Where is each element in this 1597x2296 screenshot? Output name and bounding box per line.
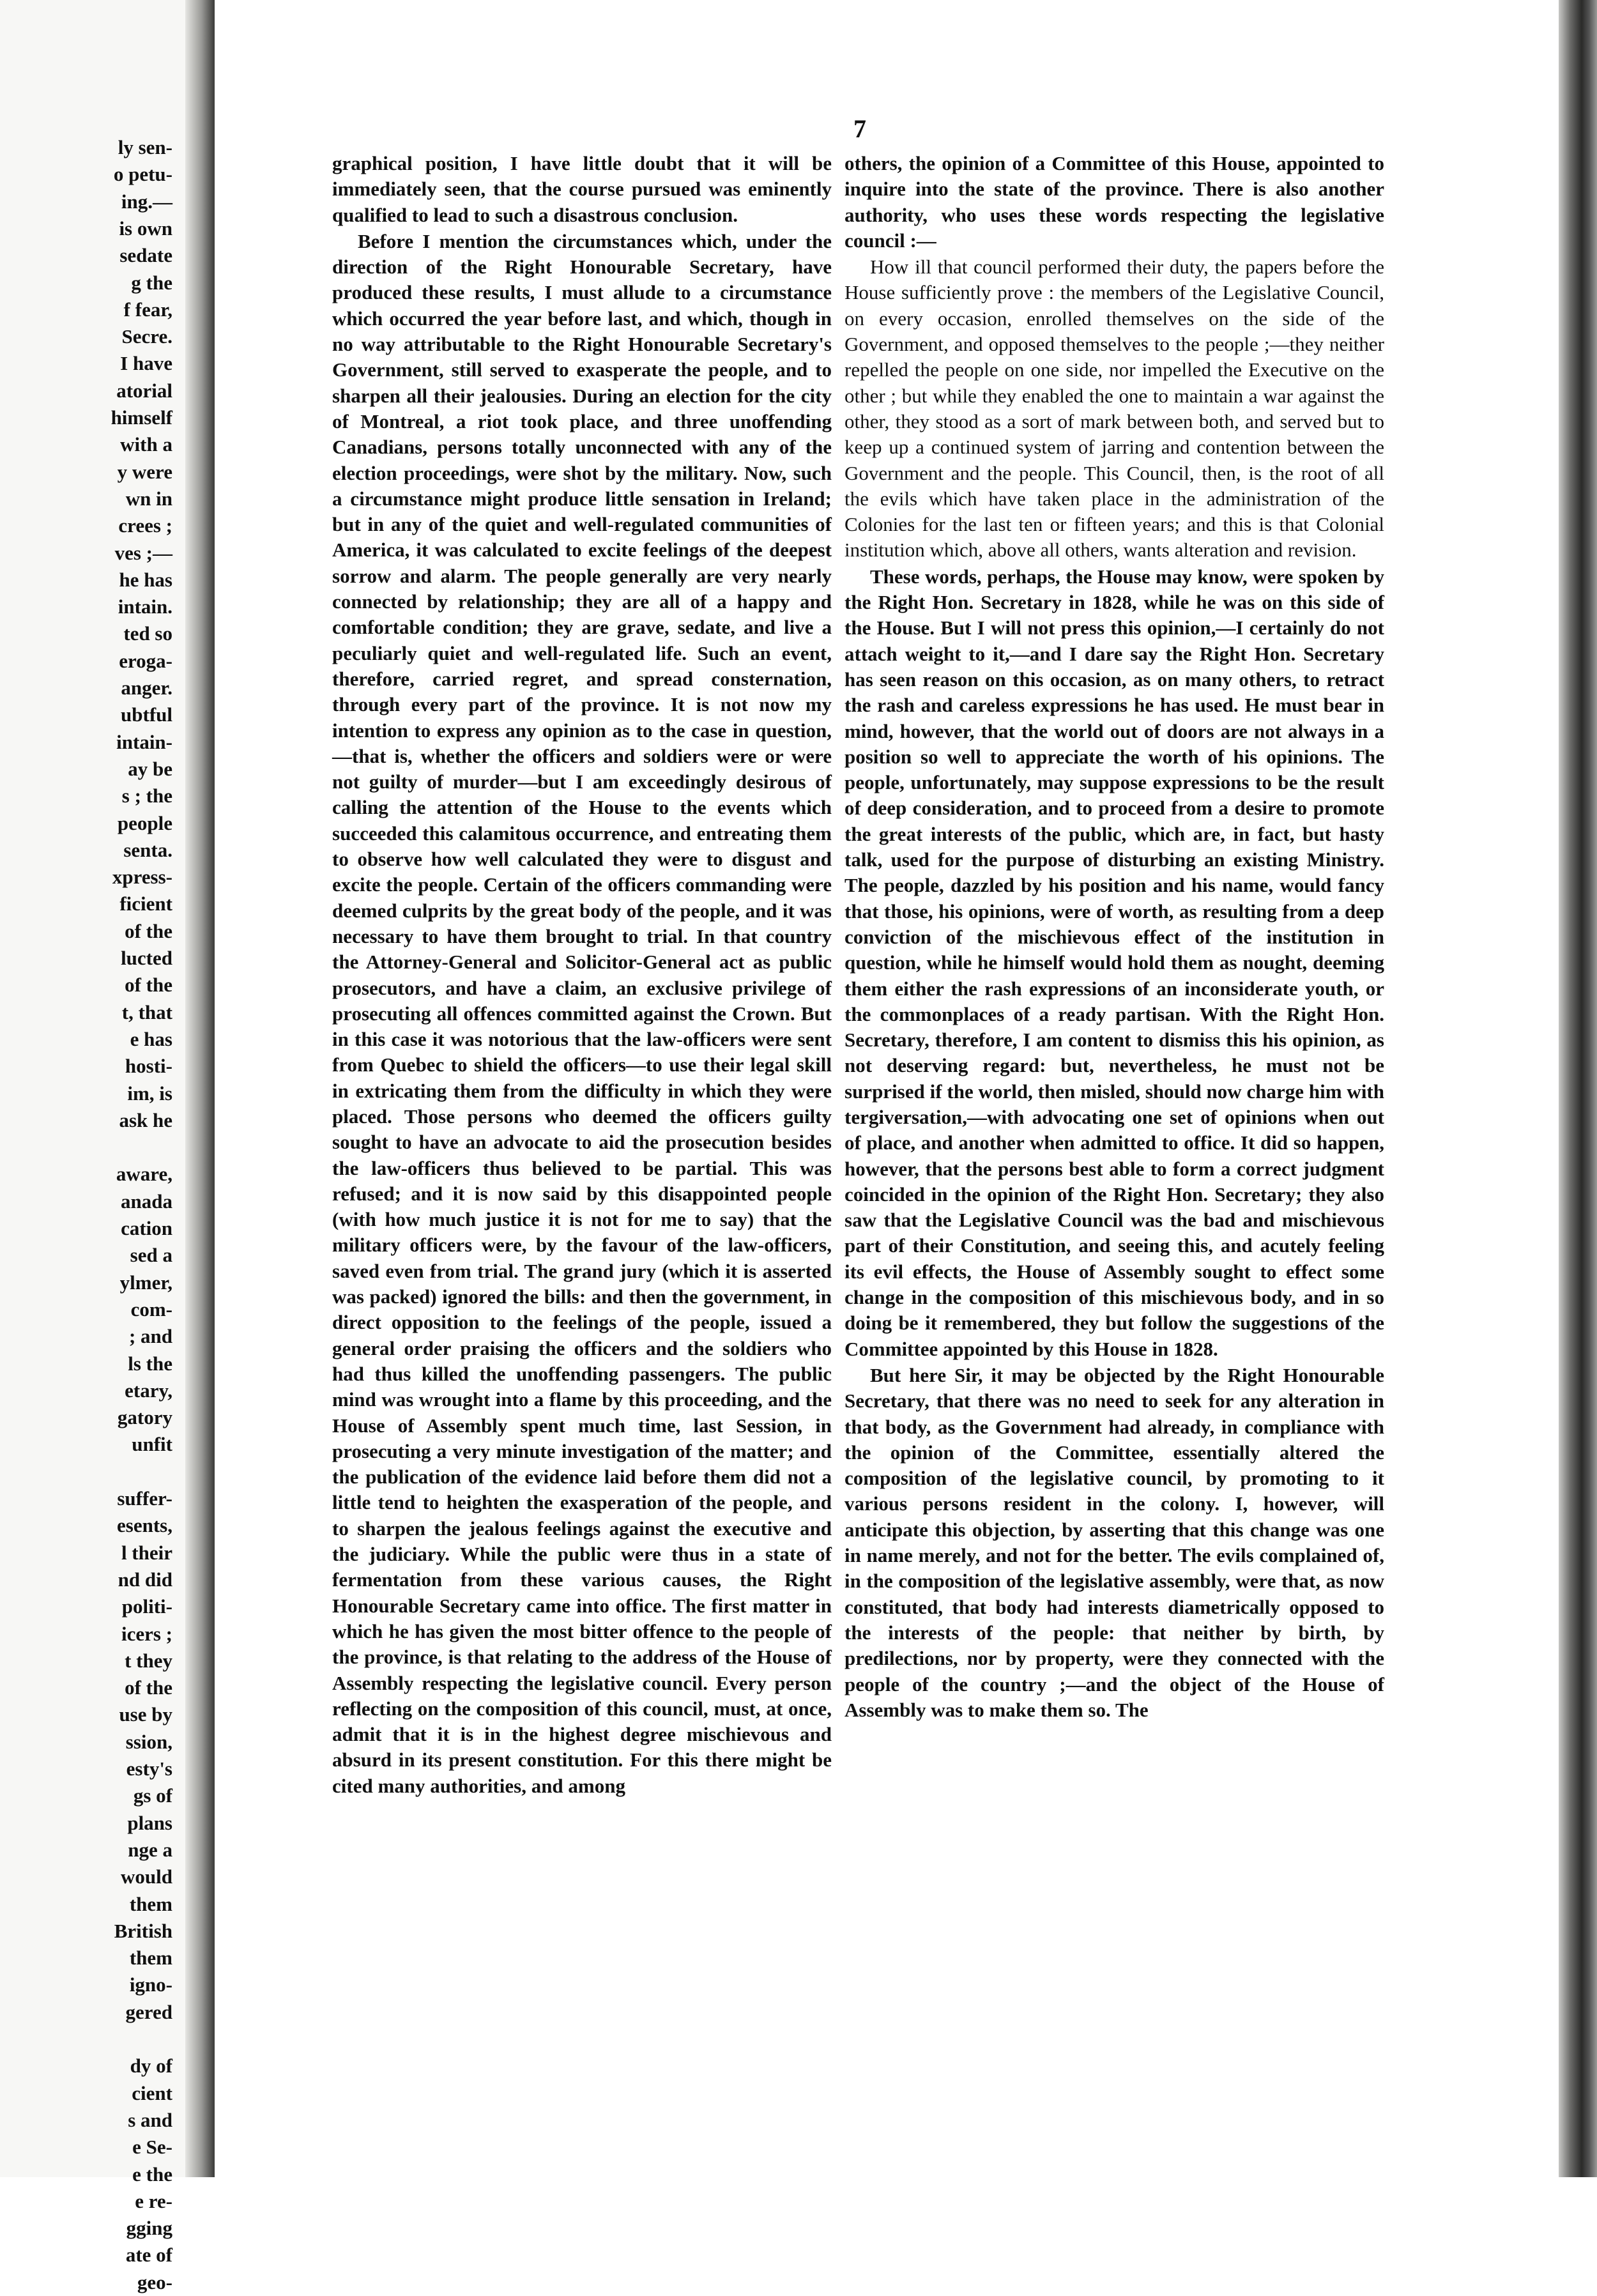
left-page-line: ing.— xyxy=(121,190,172,213)
left-page-line: use by xyxy=(119,1703,172,1726)
block-quote: How ill that council performed their duty, the papers before the House sufficiently prove : the members of the Legislative Council, on every occasion, enrolled themselves on the side of the Government, and opposed themselves to the people ;—they neither repelled the people on one side, nor impelled the Executive on the other ; but while they enabled the one to maintain a war against the other, they stood as a sort of mark between both, and served but to keep up a continued system of jarring and contention between the Government and the people. This Council, then, is the root of all the evils which have taken place in the administration of the Colonies for the last ten or fifteen years; and this is that Colonial institution which, above all others, wants alteration and revision. xyxy=(844,256,1384,562)
adjacent-page-fragment xyxy=(0,0,185,2293)
left-page-line: ficient xyxy=(119,892,172,915)
paragraph: others, the opinion of a Committee of this House, appointed to inquire into the state of the province. There is also another authority, who uses these words respecting the legislative council :— xyxy=(844,152,1384,252)
left-page-line: geo- xyxy=(137,2270,172,2293)
left-page-line: ask he xyxy=(119,1108,172,1131)
left-page-line: ubtful xyxy=(121,703,172,726)
left-page-line: t, that xyxy=(121,1000,172,1023)
book-edge xyxy=(1559,0,1597,2177)
left-page-line: would xyxy=(121,1865,172,1888)
left-page-line: e the xyxy=(132,2162,172,2185)
left-page-line: British xyxy=(114,1919,172,1942)
left-page-line: gs of xyxy=(133,1784,172,1807)
left-page-line: y were xyxy=(117,460,172,483)
book-gutter xyxy=(185,0,215,2177)
left-page-line: crees ; xyxy=(118,514,172,537)
left-page-line: igno- xyxy=(129,1973,172,1996)
left-page-line: ves ;— xyxy=(114,541,172,564)
left-page-line: gered xyxy=(125,2000,172,2023)
left-page-line: intain. xyxy=(118,595,172,618)
left-page-line: unfit xyxy=(132,1433,172,1456)
left-page-line: he has xyxy=(119,568,172,591)
left-page-line: sed a xyxy=(130,1244,172,1267)
paragraph: graphical position, I have little doubt that it will be immediately seen, that the course pursued was eminently qualified to lead to such a disastrous conclusion. xyxy=(332,152,832,226)
paragraph: But here Sir, it may be objected by the Right Honourable Secretary, that there was no need to seek for any alteration in that body, as the Government had already, in compliance with the opinion of the Committee, essentially altered the composition of the legislative council, by promoting to it various persons resident in the colony. I, however, will anticipate this objection, by asserting that this change was one in name merely, and not for the better. The evils complained of, in the composition of the legislative assembly, were that, as now constituted, that body had interests diametrically opposed to the interests of the people: that neither by birth, by predilections, nor by property, were they connected with the people of the country ;—and the object of the House of Assembly was to make them so. The xyxy=(844,1363,1384,1721)
left-page-line: im, is xyxy=(127,1082,172,1105)
left-page-line: them xyxy=(129,1947,172,1970)
left-page-line: icers ; xyxy=(121,1622,172,1645)
left-page-line: of the xyxy=(125,974,172,997)
left-page-line: wn in xyxy=(125,487,172,510)
left-page-line: of the xyxy=(125,919,172,942)
left-page-line: anada xyxy=(121,1190,172,1213)
left-page-line: nd did xyxy=(118,1568,172,1591)
left-page-line: people xyxy=(117,811,172,834)
left-page-line: f fear, xyxy=(123,298,172,321)
left-page-line: lucted xyxy=(121,947,172,969)
left-page-line: ls the xyxy=(128,1352,172,1375)
left-text-column xyxy=(332,151,832,1800)
left-page-line: aware, xyxy=(116,1163,172,1186)
left-page-line: ylmer, xyxy=(119,1271,172,1294)
left-page-line: anger. xyxy=(121,677,172,699)
left-page-line: senta. xyxy=(123,838,172,861)
left-page-line: com- xyxy=(130,1297,172,1320)
left-page-line: is own xyxy=(119,217,172,240)
left-page-line: etary, xyxy=(125,1379,172,1402)
left-page-line: s and xyxy=(128,2108,172,2131)
left-page-line: ; and xyxy=(128,1325,172,1348)
left-page-line: l their xyxy=(121,1541,172,1564)
left-page-line: of the xyxy=(125,1676,172,1699)
right-text-column xyxy=(844,151,1384,1724)
left-page-line: ted so xyxy=(123,622,172,645)
page-number: 7 xyxy=(853,114,866,143)
left-page-line: ssion, xyxy=(125,1730,172,1753)
left-page-line: e has xyxy=(130,1027,172,1050)
left-page-line: gatory xyxy=(117,1406,172,1429)
left-page-line: with a xyxy=(120,433,172,456)
left-page-line: ly sen- xyxy=(118,136,172,158)
left-page-line: ay be xyxy=(128,757,172,780)
left-page-line: g the xyxy=(131,271,172,294)
left-page-line: Secre. xyxy=(121,325,172,348)
paragraph: These words, perhaps, the House may know, were spoken by the Right Hon. Secretary in 1828, while he was on this side of the House. But I will not press this opinion,—I certainly do not attach weight to it,—and I dare say the Right Hon. Secretary has seen reason on this occasion, as on many others, to retract the rash and careless expressions he has used. He must bear in mind, however, that the world out of doors are not always in a position so well to appreciate the worth of his opinions. The people, unfortunately, may suppose expressions to be the result of deep consideration, and to proceed from a desire to promote the great interests of the public, which are, in fact, but hasty talk, used for the purpose of disturbing an existing Ministry. The people, dazzled by his position and his name, would fancy that those, his opinions, were of worth, as resulting from a deep conviction of the mischievous effect of the institution in question, while he himself would hold them as nought, deeming them either the rash expressions of an inconsiderate youth, or the commonplaces of a ready partisan. With the Right Hon. Secretary, therefore, I am content to dismiss this his opinion, as not deserving regard: but, nevertheless, he must not be surprised if the world, then misled, should now charge him with tergiversation,—with advocating one set of opinions when out of place, and another when admitted to office. It did so happen, however, that the persons best able to form a correct judgment coincided in the opinion of the Right Hon. Secretary; they also saw that the Legislative Council was the bad and mischievous part of their Constitution, and seeing this, and acutely feeling its evil effects, the House of Assembly sought to effect some change in the composition of this mischievous body, and in so doing be it remembered, they but follow the suggestions of the Committee appointed by this House in 1828. xyxy=(844,565,1384,1360)
left-page-line: politi- xyxy=(121,1595,172,1618)
left-page-line: t they xyxy=(125,1649,172,1672)
left-page-line: atorial xyxy=(116,379,172,402)
left-page-line: xpress- xyxy=(112,866,172,889)
left-page-line: cient xyxy=(132,2081,172,2104)
left-page-line: suffer- xyxy=(117,1487,172,1510)
paragraph: Before I mention the circumstances which, under the direction of the Right Honourable Secretary, have produced these results, I must allude to a circumstance which occurred the year before last, and which, though in no way attributable to the Right Honourable Secretary's Government, still served to exasperate the people, and to sharpen all their jealousies. During an election for the city of Montreal, a riot took place, and three unoffending Canadians, persons totally unconnected with any of the election proceedings, were shot by the military. Now, such a circumstance might produce little sensation in Ireland; but in any of the quiet and well-regulated communities of America, it was calculated to excite feelings of the deepest sorrow and alarm. The people generally are very nearly connected by relationship; they are all of a happy and comfortable condition; they are grave, sedate, and live a peculiarly quiet and well-regulated life. Such an event, therefore, carried regret, and spread consternation, through every part of the province. It is not now my intention to express any opinion as to the case in question,—that is, whether the officers and soldiers were or were not guilty of murder—but I am exceedingly desirous of calling the attention of the House to the events which succeeded this calamitous occurrence, and entreating them to observe how well calculated they were to disgust and excite the people. Certain of the officers commanding were deemed culprits by the great body of the people, and it was necessary to have them brought to trial. In that country the Attorney-General and Solicitor-General act as public prosecutors, and have a claim, an exclusive privilege of prosecuting all offences committed against the Crown. But in this case it was notorious that the law-officers were sent from Quebec to shield the officers—to use their legal skill in extricating them from the difficulty in which they were placed. Those persons who deemed the officers guilty sought to have an advocate to aid the prosecution besides the law-officers thus believed to be partial. This was refused; and it is now said by this disappointed people (with how much justice it is not for me to say) that the military officers were, by the favour of the law-officers, saved even from trial. The grand jury (which it is asserted was packed) ignored the bills: and then the government, in direct opposition to the feelings of the people, issued a general order praising the officers and the soldiers who had thus killed the unoffending passengers. The public mind was wrought into a flame by this proceeding, and the House of Assembly spent much time, last Session, in prosecuting a very minute investigation of the matter; and the publication of the evidence laid before them did not a little tend to heighten the exasperation of the people, and to sharpen the jealous feelings against the executive and the judiciary. While the public were thus in a state of fermentation from these various causes, the Right Honourable Secretary came into office. The first matter in which he has given the most bitter offence to the people of the province, is that relating to the address of the House of Assembly respecting the legislative council. Every person reflecting on the composition of this council, must, at once, admit that it is in the highest degree mischievous and absurd in its present constitution. For this there might be cited many authorities, and among xyxy=(332,229,832,1797)
left-page-line: eroga- xyxy=(119,649,172,672)
left-page-line: esty's xyxy=(126,1757,172,1780)
left-page-line: plans xyxy=(127,1811,172,1834)
left-page-line: nge a xyxy=(128,1838,172,1861)
left-page-line: I have xyxy=(120,352,172,375)
left-page-line: esents, xyxy=(117,1514,172,1537)
left-page-line: o petu- xyxy=(113,163,172,186)
left-page-line: e re- xyxy=(135,2189,172,2212)
left-page-line: e Se- xyxy=(132,2136,172,2159)
left-page-line: them xyxy=(129,1892,172,1915)
left-page-line: sedate xyxy=(119,244,172,267)
left-page-line: hosti- xyxy=(125,1055,172,1078)
left-page-line: s ; the xyxy=(121,784,172,807)
left-page-line: intain- xyxy=(116,730,172,753)
left-page-line: ate of xyxy=(125,2244,172,2267)
left-page-line: himself xyxy=(111,406,172,429)
left-page-line: gging xyxy=(126,2217,172,2240)
left-page-line: cation xyxy=(121,1217,172,1239)
left-page-line: dy of xyxy=(130,2055,172,2078)
